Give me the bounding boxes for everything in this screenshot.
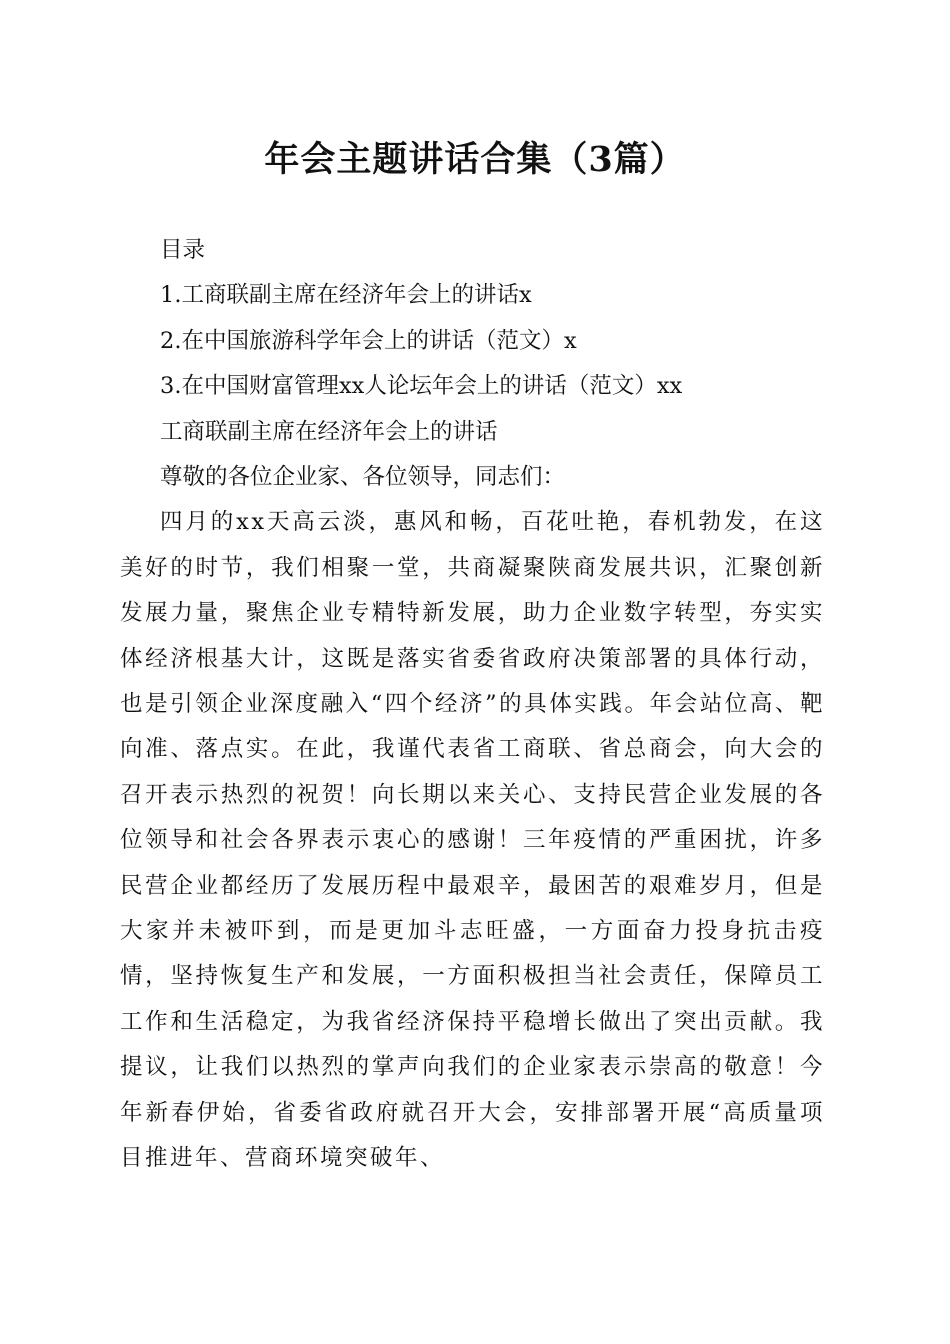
- toc-item-2: 2.在中国旅游科学年会上的讲话（范文）x: [160, 327, 577, 354]
- salutation: 尊敬的各位企业家、各位领导，同志们：: [160, 463, 566, 490]
- toc-item-3: 3.在中国财富管理xx人论坛年会上的讲话（范文）xx: [160, 373, 683, 400]
- toc-item-1: 1.工商联副主席在经济年会上的讲话x: [160, 282, 532, 309]
- section-title: 工商联副主席在经济年会上的讲话: [160, 418, 498, 445]
- body-paragraph: 四月的xx天高云淡，惠风和畅，百花吐艳，春机勃发，在这美好的时节，我们相聚一堂，共商凝聚陕商发展共识，汇聚创新发展力量，聚焦企业专精特新发展，助力企业数字转型，夯实实体经济根基大计，这既是落实省委省政府决策部署的具体行动，也是引领企业深度融入“四个经济”的具体实践。年会站位高、靶向准、落点实。在此，我谨代表省工商联、省总商会，向大会的召开表示热烈的祝贺！向长期以来关心、支持民营企业发展的各位领导和社会各界表示衷心的感谢！三年疫情的严重困扰，许多民营企业都经历了发展历程中最艰辛，最困苦的艰难岁月，但是大家并未被吓到，而是更加斗志旺盛，一方面奋力投身抗击疫情，坚持恢复生产和发展，一方面积极担当社会责任，保障员工工作和生活稳定，为我省经济保持平稳增长做出了突出贡献。我提议，让我们以热烈的掌声向我们的企业家表示崇高的敬意！今年新春伊始，省委省政府就召开大会，安排部署开展“高质量项目推进年、营商环境突破年、: [120, 509, 825, 1172]
- document-title: 年会主题讲话合集（3篇）: [264, 139, 686, 180]
- document-body: [120, 228, 825, 1181]
- toc-heading: 目录: [160, 237, 206, 263]
